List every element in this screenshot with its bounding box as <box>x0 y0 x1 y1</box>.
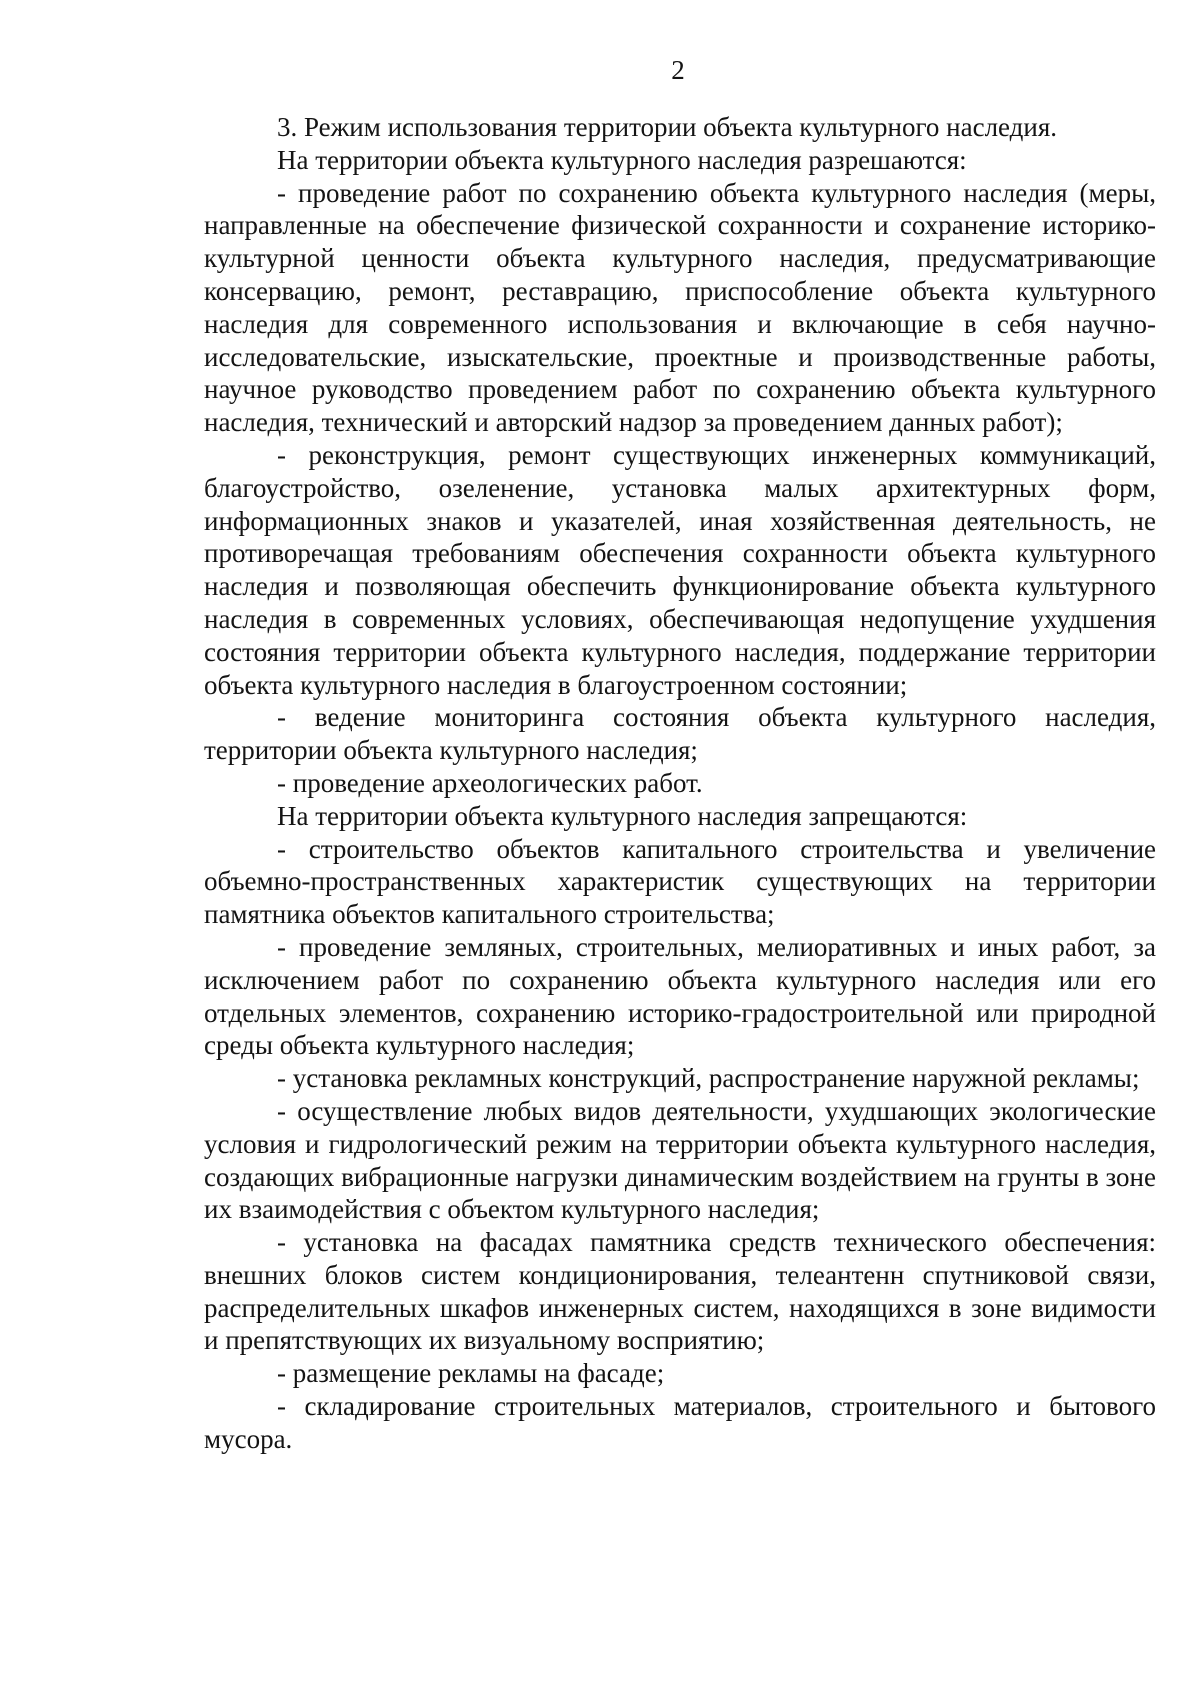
prohibited-item-facade-advertising: - размещение рекламы на фасаде; <box>277 1358 665 1389</box>
section-heading: 3. Режим использования территории объекта культурного наследия. <box>277 112 1058 142</box>
permitted-intro: На территории объекта культурного наследия разрешаются: <box>277 144 967 175</box>
prohibited-intro: На территории объекта культурного наследия запрещаются: <box>277 800 968 831</box>
document-body <box>204 111 1156 1456</box>
prohibited-item-waste-storage: - складирование строительных материалов, строительного и бытового мусора. <box>204 1391 1156 1454</box>
prohibited-item-facade-equipment: - установка на фасадах памятника средств технического обеспечения: внешних блоков систем кондиционирования, телеантенн спутниковой связи, распределительных шкафов инженерных систем, находящихся в зоне видимости и препятствующих их визуальному восприятию; <box>204 1227 1156 1356</box>
permitted-item-preservation-works: - проведение работ по сохранению объекта культурного наследия (меры, направленные на обеспечение физической сохранности и сохранение историко-культурной ценности объекта культурного наследия, предусматривающие консервацию, ремонт, реставрацию, приспособление объекта культурного наследия для современного использования и включающие в себя научно-исследовательские, изыскательские, проектные и производственные работы, научное руководство проведением работ по сохранению объекта культурного наследия, технический и авторский надзор за проведением данных работ); <box>204 177 1156 438</box>
permitted-item-reconstruction: - реконструкция, ремонт существующих инженерных коммуникаций, благоустройство, озеленение, установка малых архитектурных форм, информационных знаков и указателей, иная хозяйственная деятельность, не противоречащая требованиям обеспечения сохранности объекта культурного наследия и позволяющая обеспечить функционирование объекта культурного наследия в современных условиях, обеспечивающая недопущение ухудшения состояния территории объекта культурного наследия, поддержание территории объекта культурного наследия в благоустроенном состоянии; <box>204 439 1156 700</box>
prohibited-item-ecological-harm: - осуществление любых видов деятельности, ухудшающих экологические условия и гидрологический режим на территории объекта культурного наследия, создающих вибрационные нагрузки динамическим воздействием на грунты в зоне их взаимодействия с объектом культурного наследия; <box>204 1095 1156 1225</box>
prohibited-item-advertising-structures: - установка рекламных конструкций, распространение наружной рекламы; <box>277 1063 1140 1094</box>
page-number: 2 <box>671 55 685 85</box>
permitted-item-archaeology: - проведение археологических работ. <box>277 767 703 798</box>
prohibited-item-earthworks: - проведение земляных, строительных, мелиоративных и иных работ, за исключением работ по сохранению объекта культурного наследия или его отдельных элементов, сохранению историко-градостроительной или природной среды объекта культурного наследия; <box>204 931 1156 1061</box>
prohibited-item-construction: - строительство объектов капитального строительства и увеличение объемно-пространственных характеристик существующих на территории памятника объектов капитального строительства; <box>204 833 1156 930</box>
permitted-item-monitoring: - ведение мониторинга состояния объекта культурного наследия, территории объекта культурного наследия; <box>204 702 1156 766</box>
